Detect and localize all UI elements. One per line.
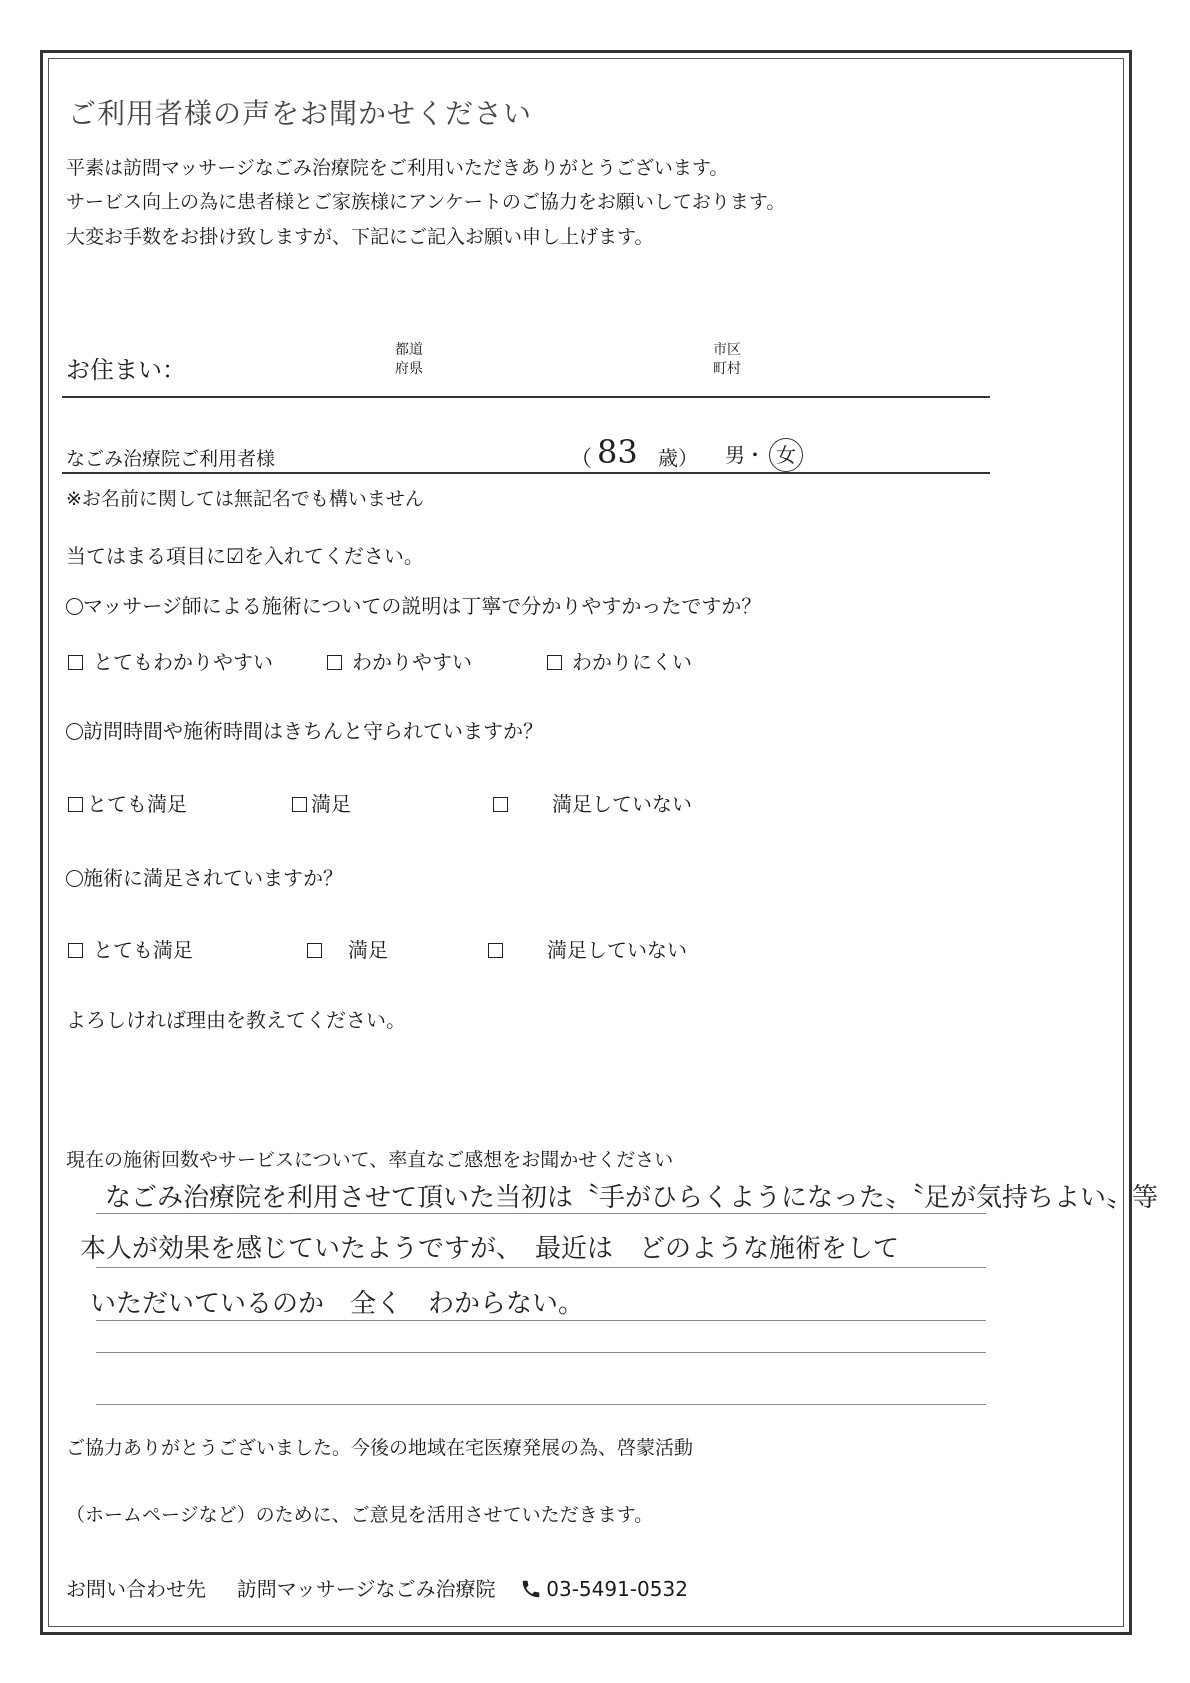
- checkbox[interactable]: [68, 655, 83, 670]
- name-underline: [62, 472, 990, 474]
- address-underline: [62, 396, 990, 398]
- writing-line-1: [96, 1213, 986, 1214]
- handwritten-line-3: いただいているのか 全く わからない。: [90, 1289, 585, 1319]
- reason-prompt: よろしければ理由を教えてください。: [66, 1008, 406, 1032]
- age-unit: 歳）: [658, 446, 698, 470]
- question-1: マッサージ師による施術についての説明は丁寧で分かりやすかったですか？: [66, 590, 761, 619]
- writing-line-4: [96, 1352, 986, 1353]
- q3-option-1[interactable]: とても満足: [68, 934, 193, 963]
- writing-line-5: [96, 1404, 986, 1405]
- handwritten-line-2: 本人が効果を感じていたようですが、 最近は どのような施術をして: [80, 1234, 900, 1264]
- impression-prompt: 現在の施術回数やサービスについて、率直なご感想をお聞かせください: [66, 1149, 674, 1171]
- q3-option-3[interactable]: 満足していない: [488, 934, 687, 963]
- writing-line-3: [96, 1320, 986, 1321]
- writing-line-2: [96, 1267, 986, 1268]
- phone-icon: [520, 1578, 542, 1600]
- checkbox[interactable]: [68, 797, 83, 812]
- intro-line-1: 平素は訪問マッサージなごみ治療院をご利用いただきありがとうございます。: [66, 157, 729, 179]
- gender-male: 男・: [725, 443, 765, 467]
- question-bullet-icon: [66, 723, 83, 740]
- checkbox-icon: ☑: [226, 544, 244, 568]
- q2-option-1[interactable]: とても満足: [68, 788, 187, 817]
- handwritten-line-1: なごみ治療院を利用させて頂いた当初は〝手がひらくようになった〟〝足が気持ちよい〟等: [105, 1183, 1159, 1213]
- gender-female-circled: 女: [769, 438, 803, 472]
- instruction: 当てはまる項目に☑を入れてください。: [66, 544, 424, 568]
- address-label: お住まい：: [66, 356, 186, 384]
- intro-line-3: 大変お手数をお掛け致しますが、下記にご記入お願い申し上げます。: [66, 226, 654, 248]
- checkbox[interactable]: [327, 655, 342, 670]
- q2-option-3[interactable]: 満足していない: [493, 788, 692, 817]
- page-title: ご利用者様の声をお聞かせください: [68, 97, 533, 130]
- closing-line-2: （ホームページなど）のために、ご意見を活用させていただきます。: [66, 1504, 654, 1526]
- q3-option-2[interactable]: 満足: [307, 934, 388, 963]
- contact-phone[interactable]: 03-5491-0532: [546, 1577, 688, 1601]
- name-note: ※お名前に関しては無記名でも構いません: [66, 488, 424, 510]
- gender-select[interactable]: [725, 438, 803, 472]
- contact-label: お問い合わせ先: [66, 1577, 206, 1601]
- checkbox[interactable]: [68, 943, 83, 958]
- city-label: 市区 町村: [713, 342, 741, 377]
- intro-line-2: サービス向上の為に患者様とご家族様にアンケートのご協力をお願いしております。: [66, 191, 786, 213]
- q1-option-1[interactable]: とてもわかりやすい: [68, 646, 273, 675]
- prefecture-label: 都道 府県: [395, 342, 423, 377]
- checkbox[interactable]: [488, 943, 503, 958]
- closing-line-1: ご協力ありがとうございました。今後の地域在宅医療発展の為、啓蒙活動: [66, 1437, 694, 1459]
- question-bullet-icon: [66, 598, 83, 615]
- q1-option-2[interactable]: わかりやすい: [327, 646, 472, 675]
- question-2: 訪問時間や施術時間はきちんと守られていますか？: [66, 715, 543, 744]
- q2-option-2[interactable]: 満足: [292, 788, 351, 817]
- question-3: 施術に満足されていますか？: [66, 862, 343, 891]
- age-value[interactable]: 83: [597, 433, 638, 471]
- question-bullet-icon: [66, 870, 83, 887]
- contact-name: 訪問マッサージなごみ治療院: [236, 1577, 496, 1601]
- contact-line: [66, 1573, 688, 1602]
- checkbox[interactable]: [547, 655, 562, 670]
- checkbox[interactable]: [307, 943, 322, 958]
- user-label: なごみ治療院ご利用者様: [66, 448, 276, 470]
- age-open-paren: （: [570, 447, 593, 472]
- inner-frame: [48, 58, 1124, 1627]
- checkbox[interactable]: [493, 797, 508, 812]
- checkbox[interactable]: [292, 797, 307, 812]
- q1-option-3[interactable]: わかりにくい: [547, 646, 692, 675]
